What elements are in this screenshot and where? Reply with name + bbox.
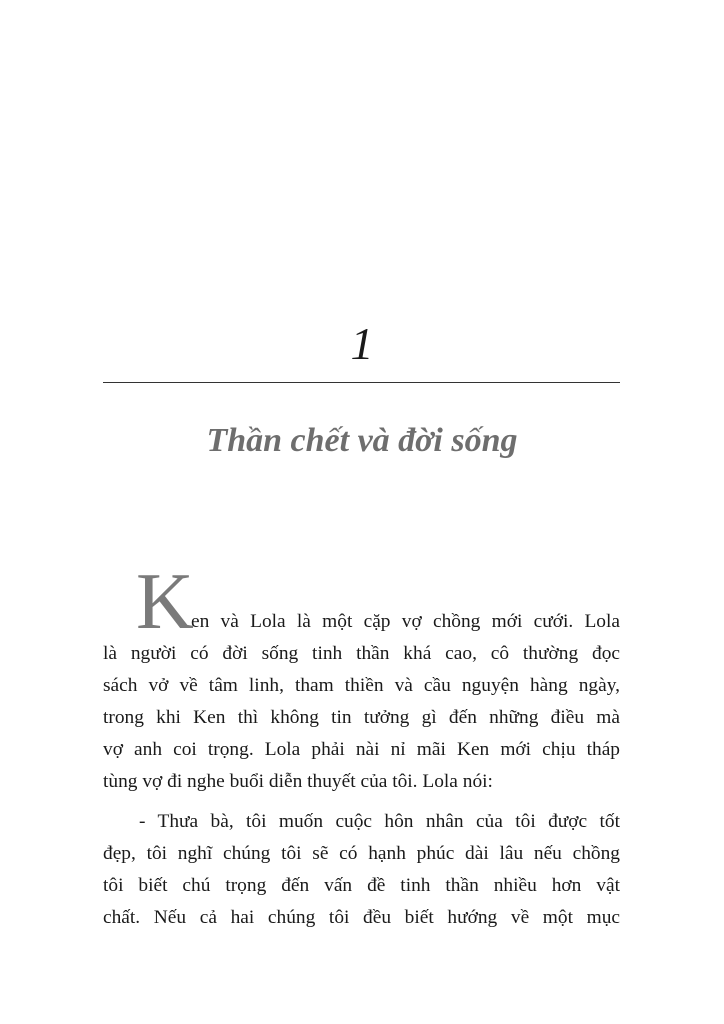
text-line: vợ anh coi trọng. Lola phải nài nỉ mãi Ken mới chịu tháp xyxy=(103,739,620,760)
text-line: chất. Nếu cả hai chúng tôi đều biết hướng về một mục xyxy=(103,907,620,928)
body-text xyxy=(103,606,620,934)
text-line: đẹp, tôi nghĩ chúng tôi sẽ có hạnh phúc dài lâu nếu chồng xyxy=(103,843,620,864)
text-line: en và Lola là một cặp vợ chồng mới cưới. Lola xyxy=(191,611,620,632)
drop-cap: K xyxy=(136,558,194,646)
chapter-divider xyxy=(103,382,620,383)
chapter-number: 1 xyxy=(350,318,374,369)
chapter-title: Thần chết và đời sống xyxy=(206,422,518,459)
text-line: tùng vợ đi nghe buổi diễn thuyết của tôi. Lola nói: xyxy=(103,771,493,792)
text-line: tôi biết chú trọng đến vấn đề tinh thần nhiều hơn vật xyxy=(103,875,620,896)
text-line: là người có đời sống tinh thần khá cao, cô thường đọc xyxy=(103,643,620,664)
text-line: sách vở về tâm linh, tham thiền và cầu nguyện hàng ngày, xyxy=(103,675,620,696)
text-line: - Thưa bà, tôi muốn cuộc hôn nhân của tôi được tốt xyxy=(139,811,620,832)
text-line: trong khi Ken thì không tin tưởng gì đến những điều mà xyxy=(103,707,620,728)
